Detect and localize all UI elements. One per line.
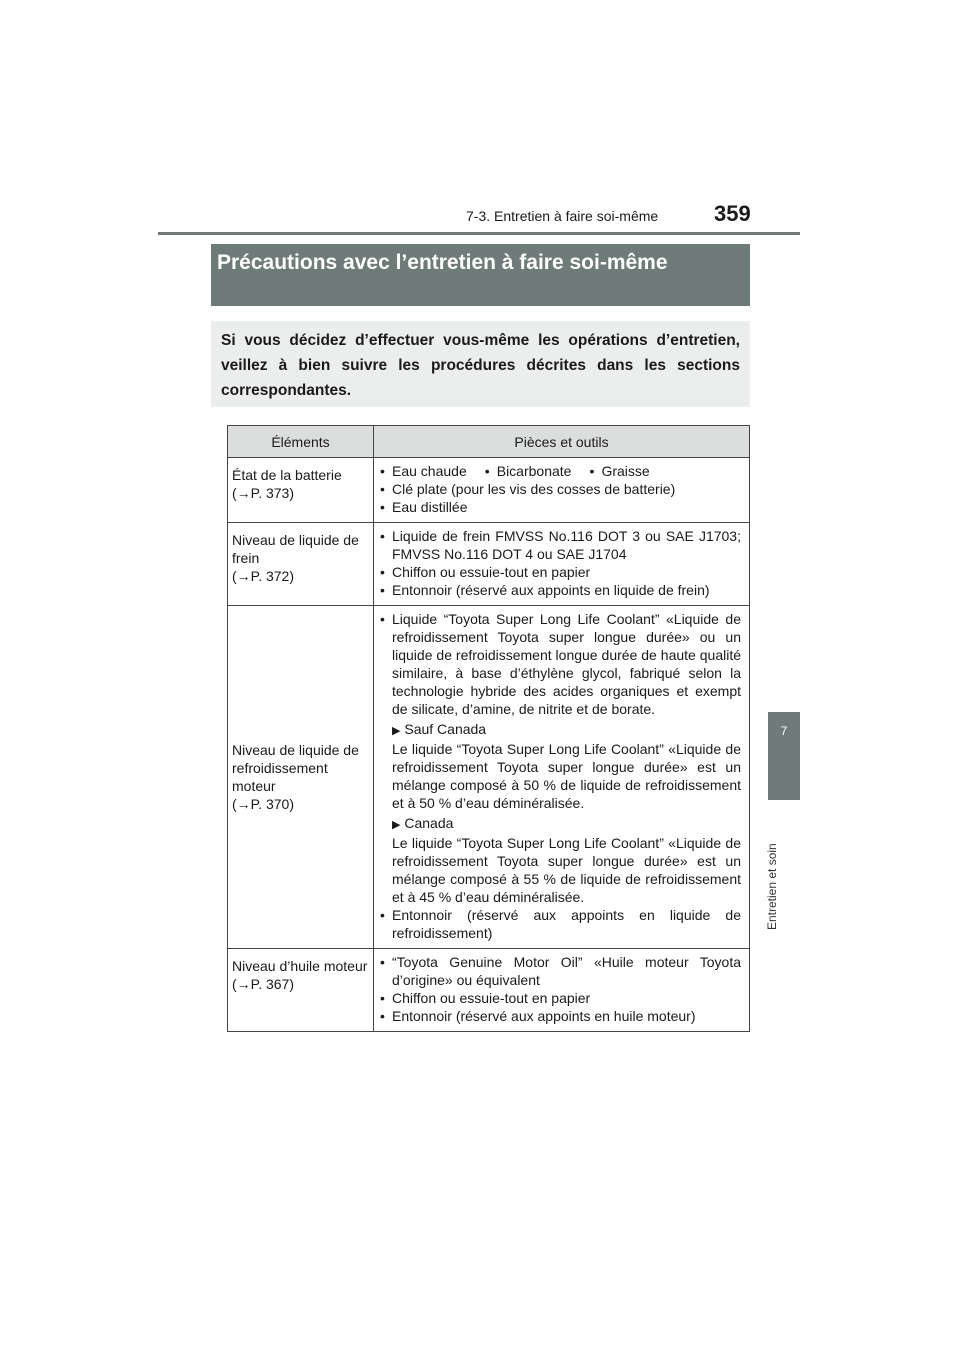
list-item: • Chiffon ou essuie-tout en papier	[380, 989, 741, 1007]
list-item: • Chiffon ou essuie-tout en papier	[380, 563, 741, 581]
list-item: • Eau chaude	[380, 462, 467, 480]
sub-paragraph: Le liquide “Toyota Super Long Life Coolant” «Liquide de refroidissement Toyota super longue durée» est un mélange composé à 50 % de liquide de refroidissement et à 50 % d’eau déminéralisée.	[392, 741, 741, 811]
table-row	[228, 949, 750, 1032]
table-header-row	[228, 426, 750, 458]
table-row	[228, 606, 750, 949]
column-header-items: Éléments	[228, 426, 374, 458]
item-name: Niveau de liquide de frein	[232, 532, 359, 566]
list-item: • Entonnoir (réservé aux appoints en liquide de frein)	[380, 581, 741, 599]
triangle-right-icon: ▶	[392, 725, 401, 737]
list-item: • Entonnoir (réservé aux appoints en liquide de refroidissement)	[380, 906, 741, 942]
header-divider	[158, 232, 800, 235]
tools-cell	[374, 523, 750, 606]
subheading-label: Canada	[404, 815, 454, 831]
page-reference: (→P. 370)	[232, 796, 294, 812]
list-item: • Liquide “Toyota Super Long Life Coolant” «Liquide de refroidissement Toyota super longue durée» ou un liquide de refroidissement longue durée de haute qualité similaire, à base d’éthylène glycol, fabriqué selon la technologie hybride des acides organiques et exempt de silicate, d’amine, de nitrite et de borate.	[380, 610, 741, 718]
list-item: • Entonnoir (réservé aux appoints en huile moteur)	[380, 1007, 741, 1025]
table-row	[228, 523, 750, 606]
list-item: • Graisse	[589, 462, 649, 480]
page-number: 359	[714, 201, 751, 226]
list-item: • Bicarbonate	[485, 462, 572, 480]
item-cell	[228, 606, 374, 949]
header-section-title: 7-3. Entretien à faire soi-même	[466, 208, 659, 224]
list-item: • Liquide de frein FMVSS No.116 DOT 3 ou SAE J1703; FMVSS No.116 DOT 4 ou SAE J1704	[380, 527, 741, 563]
tools-cell	[374, 458, 750, 523]
inline-bullets	[380, 462, 741, 480]
list-item: • Clé plate (pour les vis des cosses de batterie)	[380, 480, 741, 498]
chapter-tab-number: 7	[768, 712, 800, 800]
page-reference: (→P. 373)	[232, 485, 294, 501]
item-name: Niveau de liquide de refroidissement moteur	[232, 742, 359, 794]
triangle-right-icon: ▶	[392, 819, 401, 831]
tools-cell	[374, 949, 750, 1032]
sub-paragraph: Le liquide “Toyota Super Long Life Coolant” «Liquide de refroidissement Toyota super longue durée» est un mélange composé à 55 % de liquide de refroidissement et à 45 % d’eau déminéralisée.	[392, 835, 741, 905]
list-item: • “Toyota Genuine Motor Oil” «Huile moteur Toyota d’origine» ou équivalent	[380, 953, 741, 989]
parts-table	[227, 425, 750, 1032]
subheading	[380, 720, 741, 740]
list-item: • Eau distillée	[380, 498, 741, 516]
tools-cell	[374, 606, 750, 949]
column-header-tools: Pièces et outils	[374, 426, 750, 458]
section-title: Précautions avec l’entretien à faire soi-même	[211, 244, 750, 306]
item-name: Niveau d’huile moteur	[232, 958, 368, 974]
page-reference: (→P. 372)	[232, 568, 294, 584]
table-row	[228, 458, 750, 523]
intro-text: Si vous décidez d’effectuer vous-même les opérations d’entretien, veillez à bien suivre les procédures décrites dans les sections correspondantes.	[211, 321, 750, 407]
item-cell	[228, 458, 374, 523]
item-cell	[228, 523, 374, 606]
item-name: État de la batterie	[232, 467, 342, 483]
item-cell	[228, 949, 374, 1032]
subheading	[380, 814, 741, 834]
subheading-label: Sauf Canada	[404, 721, 487, 737]
page-reference: (→P. 367)	[232, 976, 294, 992]
chapter-tab-label: Entretien et soin	[765, 843, 779, 930]
